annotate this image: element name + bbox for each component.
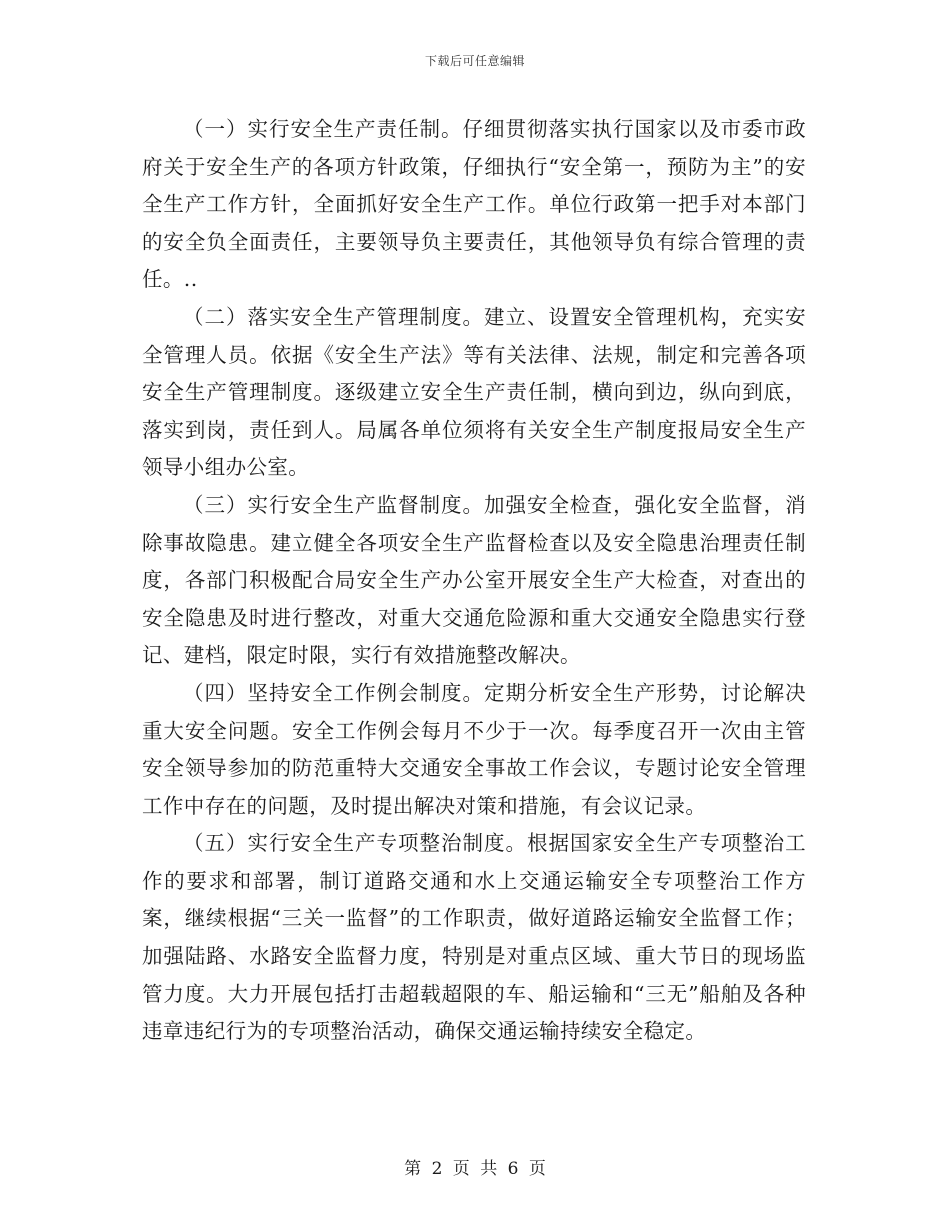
paragraph-1: （一）实行安全生产责任制。仔细贯彻落实执行国家以及市委市政府关于安全生产的各项方针政策，仔细执行“安全第一，预防为主”的安全生产工作方针，全面抓好安全生产工作。单位行政第一把手对本部门的安全负全面责任，主要领导负主要责任，其他领导负有综合管理的责任。.. bbox=[142, 117, 806, 292]
paragraph-5: （五）实行安全生产专项整治制度。根据国家安全生产专项整治工作的要求和部署，制订道路交通和水上交通运输安全专项整治工作方案，继续根据“三关一监督”的工作职责，做好道路运输安全监督工作；加强陆路、水路安全监督力度，特别是对重点区域、重大节日的现场监管力度。大力开展包括打击超载超限的车、船运输和“三无”船舶及各种违章违纪行为的专项整治活动，确保交通运输持续安全稳定。 bbox=[142, 831, 806, 1044]
document-body bbox=[142, 111, 806, 1051]
paragraph-3: （三）实行安全生产监督制度。加强安全检查，强化安全监督，消除事故隐患。建立健全各项安全生产监督检查以及安全隐患治理责任制度，各部门积极配合局安全生产办公室开展安全生产大检查，对查出的安全隐患及时进行整改，对重大交通危险源和重大交通安全隐患实行登记、建档，限定时限，实行有效措施整改解决。 bbox=[142, 492, 806, 668]
page-number-footer: 第 2 页 共 6 页 bbox=[404, 1159, 546, 1179]
paragraph-4: （四）坚持安全工作例会制度。定期分析安全生产形势，讨论解决重大安全问题。安全工作例会每月不少于一次。每季度召开一次由主管安全领导参加的防范重特大交通安全事故工作会议，专题讨论安全管理工作中存在的问题，及时提出解决对策和措施，有会议记录。 bbox=[142, 680, 806, 818]
paragraph-2: （二）落实安全生产管理制度。建立、设置安全管理机构，充实安全管理人员。依据《安全生产法》等有关法律、法规，制定和完善各项安全生产管理制度。逐级建立安全生产责任制，横向到边，纵向到底，落实到岗，责任到人。局属各单位须将有关安全生产制度报局安全生产领导小组办公室。 bbox=[142, 304, 806, 480]
page-header-note: 下载后可任意编辑 bbox=[424, 54, 525, 68]
